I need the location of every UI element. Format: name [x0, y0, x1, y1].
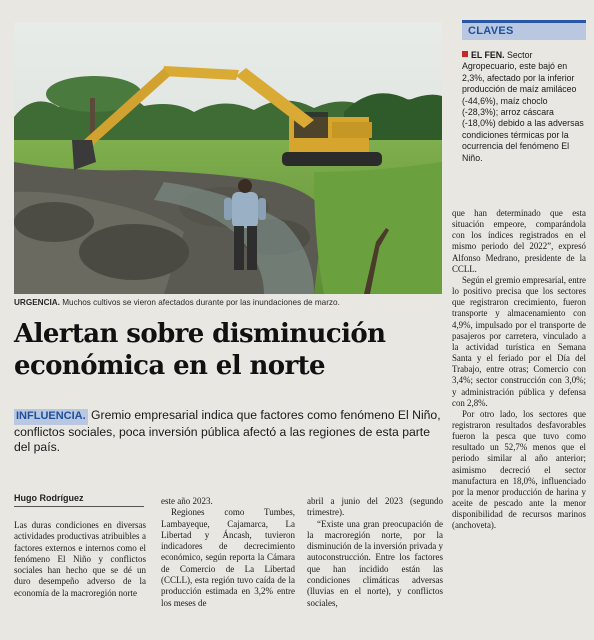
claves-accent-bar [462, 20, 586, 23]
article-headline: Alertan sobre disminución económica en el norte [14, 319, 386, 381]
paragraph: abril a junio del 2023 (segundo trimestre). [307, 496, 443, 518]
claves-title: CLAVES [468, 25, 514, 37]
article-column-4 [452, 208, 586, 532]
paragraph: Por otro lado, los sectores que registraron resultados desfavorables fueron la pesca que tuvo como resultado un 52,7% menos que el periodo similar al año anterior; asimismo decreció el sector manufactura en 18,0%, influenciado por la menor producción de harina y aceite de pescado ante la menor disponibilidad de recursos marinos (anchoveta). [452, 408, 586, 531]
article-column-3 [307, 496, 443, 609]
article-lead [14, 408, 446, 456]
caption-label: URGENCIA. [14, 298, 60, 307]
article-column-1 [14, 520, 146, 599]
article-column-2 [161, 496, 295, 609]
byline: Hugo Rodríguez [14, 493, 84, 503]
article-photo [14, 22, 442, 294]
byline-divider [14, 506, 144, 507]
paragraph: que han determinado que esta situación empeore, comparándola con los índices registrados en el mismo periodo del 2022”, expresó Alfonso Medrano, presidente de la CCLL. [452, 208, 586, 274]
paragraph: Las duras condiciones en diversas actividades productivas atribuibles a factores externos e internos como el fenómeno El Niño y conflictos sociales han hecho que se dé un duro desempeño adverso de la economía de la macroregión norte [14, 520, 146, 598]
paragraph: “Existe una gran preocupación de la macroregión norte, por la disminución de la inversión privada y autoconstrucción. Entre los factores que han incidido están las condiciones climáticas adversas (lluvias en el norte), y conflictos sociales, [307, 518, 443, 608]
excavator-photo-icon [14, 22, 442, 294]
paragraph: Según el gremio empresarial, entre lo positivo precisa que los sectores que registraron crecimiento, fueron transporte y almacenamiento con 4,9%, impulsado por el transporte de pasajeros por carretera, vinculado a la actividad turística en Semana Santa y el feriado por el Día del Trabajo, entre otras; Comercio con 3,4%; sector construcción con 3,0%; y administración pública y defensa con 2,8%. [452, 274, 586, 408]
lead-tag: INFLUENCIA. [14, 409, 88, 425]
claves-item-label: EL FEN. [471, 50, 505, 60]
paragraph: Regiones como Tumbes, Lambayeque, Cajamarca, La Libertad y Áncash, tuvieron indicadores de decrecimiento económico, según reporta la Cámara de Comercio de La Libertad (CCLL), esta región tuvo caída de la producción estimada en 3,2% entre los meses de [161, 507, 295, 608]
photo-caption [14, 298, 444, 307]
paragraph: este año 2023. [161, 496, 213, 506]
lead-text: Gremio empresarial indica que factores como fenómeno El Niño, conflictos sociales, poca inversión pública afectó a las regiones de esta parte del país. [14, 408, 441, 454]
claves-header [462, 20, 586, 40]
claves-item [462, 50, 586, 164]
caption-text: Muchos cultivos se vieron afectados durante por las inundaciones de marzo. [59, 298, 340, 307]
claves-item-text: Sector Agropecuario, este bajó en 2,3%, afectado por la inferior producción de maíz amiláceo (-44,6%), maíz choclo (-28,3%); arroz cáscara (-18,0%) debido a las adversas condiciones térmicas por la ocurrencia del fenómeno El Niño. [462, 50, 584, 163]
bullet-square-icon [462, 51, 468, 57]
